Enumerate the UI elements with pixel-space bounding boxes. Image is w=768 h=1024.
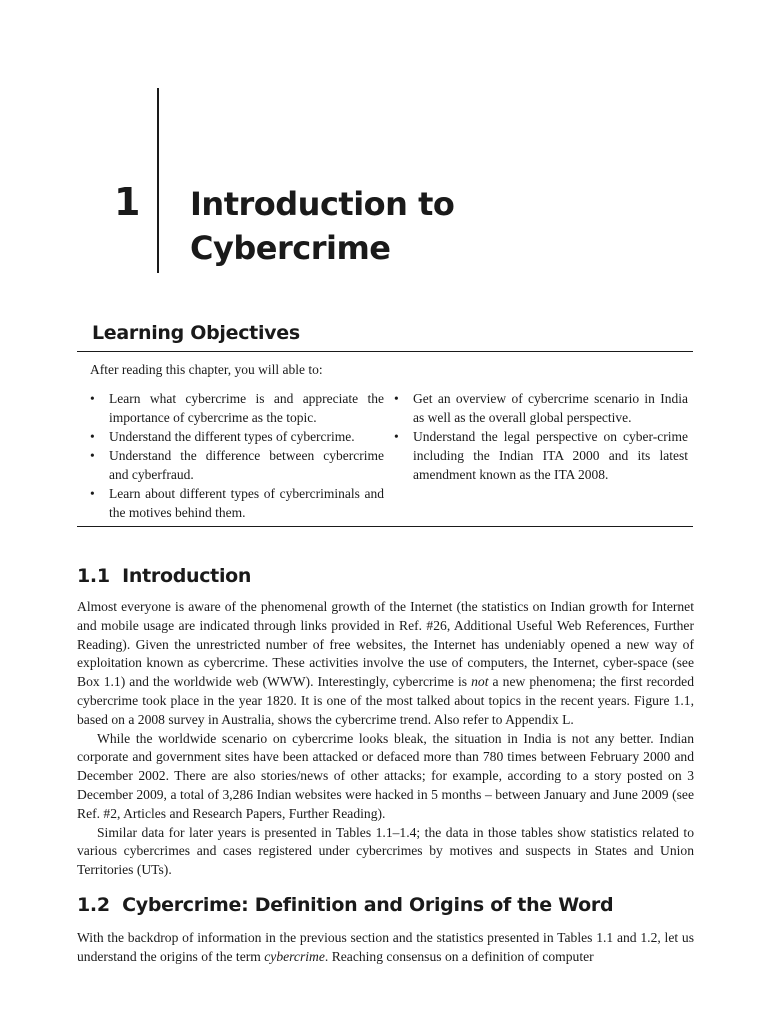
objective-item xyxy=(86,389,384,427)
paragraph: Similar data for later years is presented in Tables 1.1–1.4; the data in those tables show statistics related to various cybercrimes and cases registered under cybercrimes by motives and suspects in States and Union Territories (UTs). xyxy=(77,824,694,878)
bullet-icon: • xyxy=(90,391,95,406)
chapter-title xyxy=(190,182,454,270)
objective-text: Understand the difference between cybercrime and cyberfraud. xyxy=(109,448,384,482)
bullet-icon: • xyxy=(394,391,399,406)
chapter-divider xyxy=(157,88,159,273)
objective-item xyxy=(86,427,384,446)
objective-item xyxy=(86,446,384,484)
section-definition-body xyxy=(77,929,694,967)
objectives-top-rule xyxy=(77,351,693,352)
objective-text: Understand the different types of cybercrime. xyxy=(109,429,355,444)
section-title: Cybercrime: Definition and Origins of the Word xyxy=(122,894,614,916)
objective-item xyxy=(86,484,384,522)
objective-text: Understand the legal perspective on cyber-crime including the Indian ITA 2000 and its latest amendment known as the ITA 2008. xyxy=(413,429,688,482)
objective-text: Learn about different types of cybercriminals and the motives behind them. xyxy=(109,486,384,520)
section-heading-introduction xyxy=(77,563,251,589)
bullet-icon: • xyxy=(394,429,399,444)
section-heading-definition xyxy=(77,892,613,918)
objective-text: Get an overview of cybercrime scenario in India as well as the overall global perspective. xyxy=(413,391,688,425)
paragraph-text: With the backdrop of information in the previous section and the statistics presented in Tables 1.1 and 1.2, let us understand the origins of the term xyxy=(77,930,694,964)
bullet-icon: • xyxy=(90,486,95,501)
chapter-number: 1 xyxy=(114,180,140,224)
section-introduction-body xyxy=(77,598,694,880)
paragraph-text: Almost everyone is aware of the phenomenal growth of the Internet (the statistics on Indian growth for Internet and mobile usage are indicated through links provided in Ref. #26, Additional Useful Web References, Further Reading). Given the unrestricted number of free websites, the Internet has undeniably opened a new way of exploitation known as cybercrime. These activities involve the use of computers, the Internet, cyber-space (see Box 1.1) and the worldwide web (WWW). Interestingly, cybercrime is xyxy=(77,599,694,690)
objective-item xyxy=(390,389,688,427)
objectives-intro: After reading this chapter, you will able to: xyxy=(90,362,323,377)
paragraph-text: a new phenomena; the first recorded cybercrime took place in the year 1820. It is one of the most talked about topics in the recent years. Figure 1.1, based on a 2008 survey in Australia, shows the cybercrime trend. Also refer to Appendix L. xyxy=(77,674,694,727)
paragraph xyxy=(77,929,694,967)
paragraph-text: . Reaching consensus on a definition of computer xyxy=(324,948,594,964)
learning-objectives-heading: Learning Objectives xyxy=(92,322,300,344)
bullet-icon: • xyxy=(90,448,95,463)
chapter-title-line-2: Cybercrime xyxy=(190,229,391,267)
bullet-icon: • xyxy=(90,429,95,444)
paragraph: While the worldwide scenario on cybercrime looks bleak, the situation in India is not any better. Indian corporate and government sites have been attacked or defaced more than 780 times between February 2000 and December 2002. There are also stories/news of other attacks; for example, according to a story posted on 3 December 2009, a total of 3,286 Indian websites were hacked in 5 months – between January and June 2009 (see Ref. #2, Articles and Research Papers, Further Reading). xyxy=(77,730,694,821)
paragraph xyxy=(77,598,694,730)
section-number: 1.1 xyxy=(77,565,110,587)
objectives-list-right xyxy=(390,389,688,484)
chapter-title-line-1: Introduction to xyxy=(190,185,455,223)
objectives-bottom-rule xyxy=(77,526,693,527)
objectives-list-left xyxy=(86,389,384,522)
emphasis-text: cybercrime xyxy=(264,948,325,964)
emphasis-text: not xyxy=(471,674,489,690)
section-title: Introduction xyxy=(122,565,252,587)
objective-text: Learn what cybercrime is and appreciate the importance of cybercrime as the topic. xyxy=(109,391,384,425)
section-number: 1.2 xyxy=(77,894,110,916)
objective-item xyxy=(390,427,688,484)
